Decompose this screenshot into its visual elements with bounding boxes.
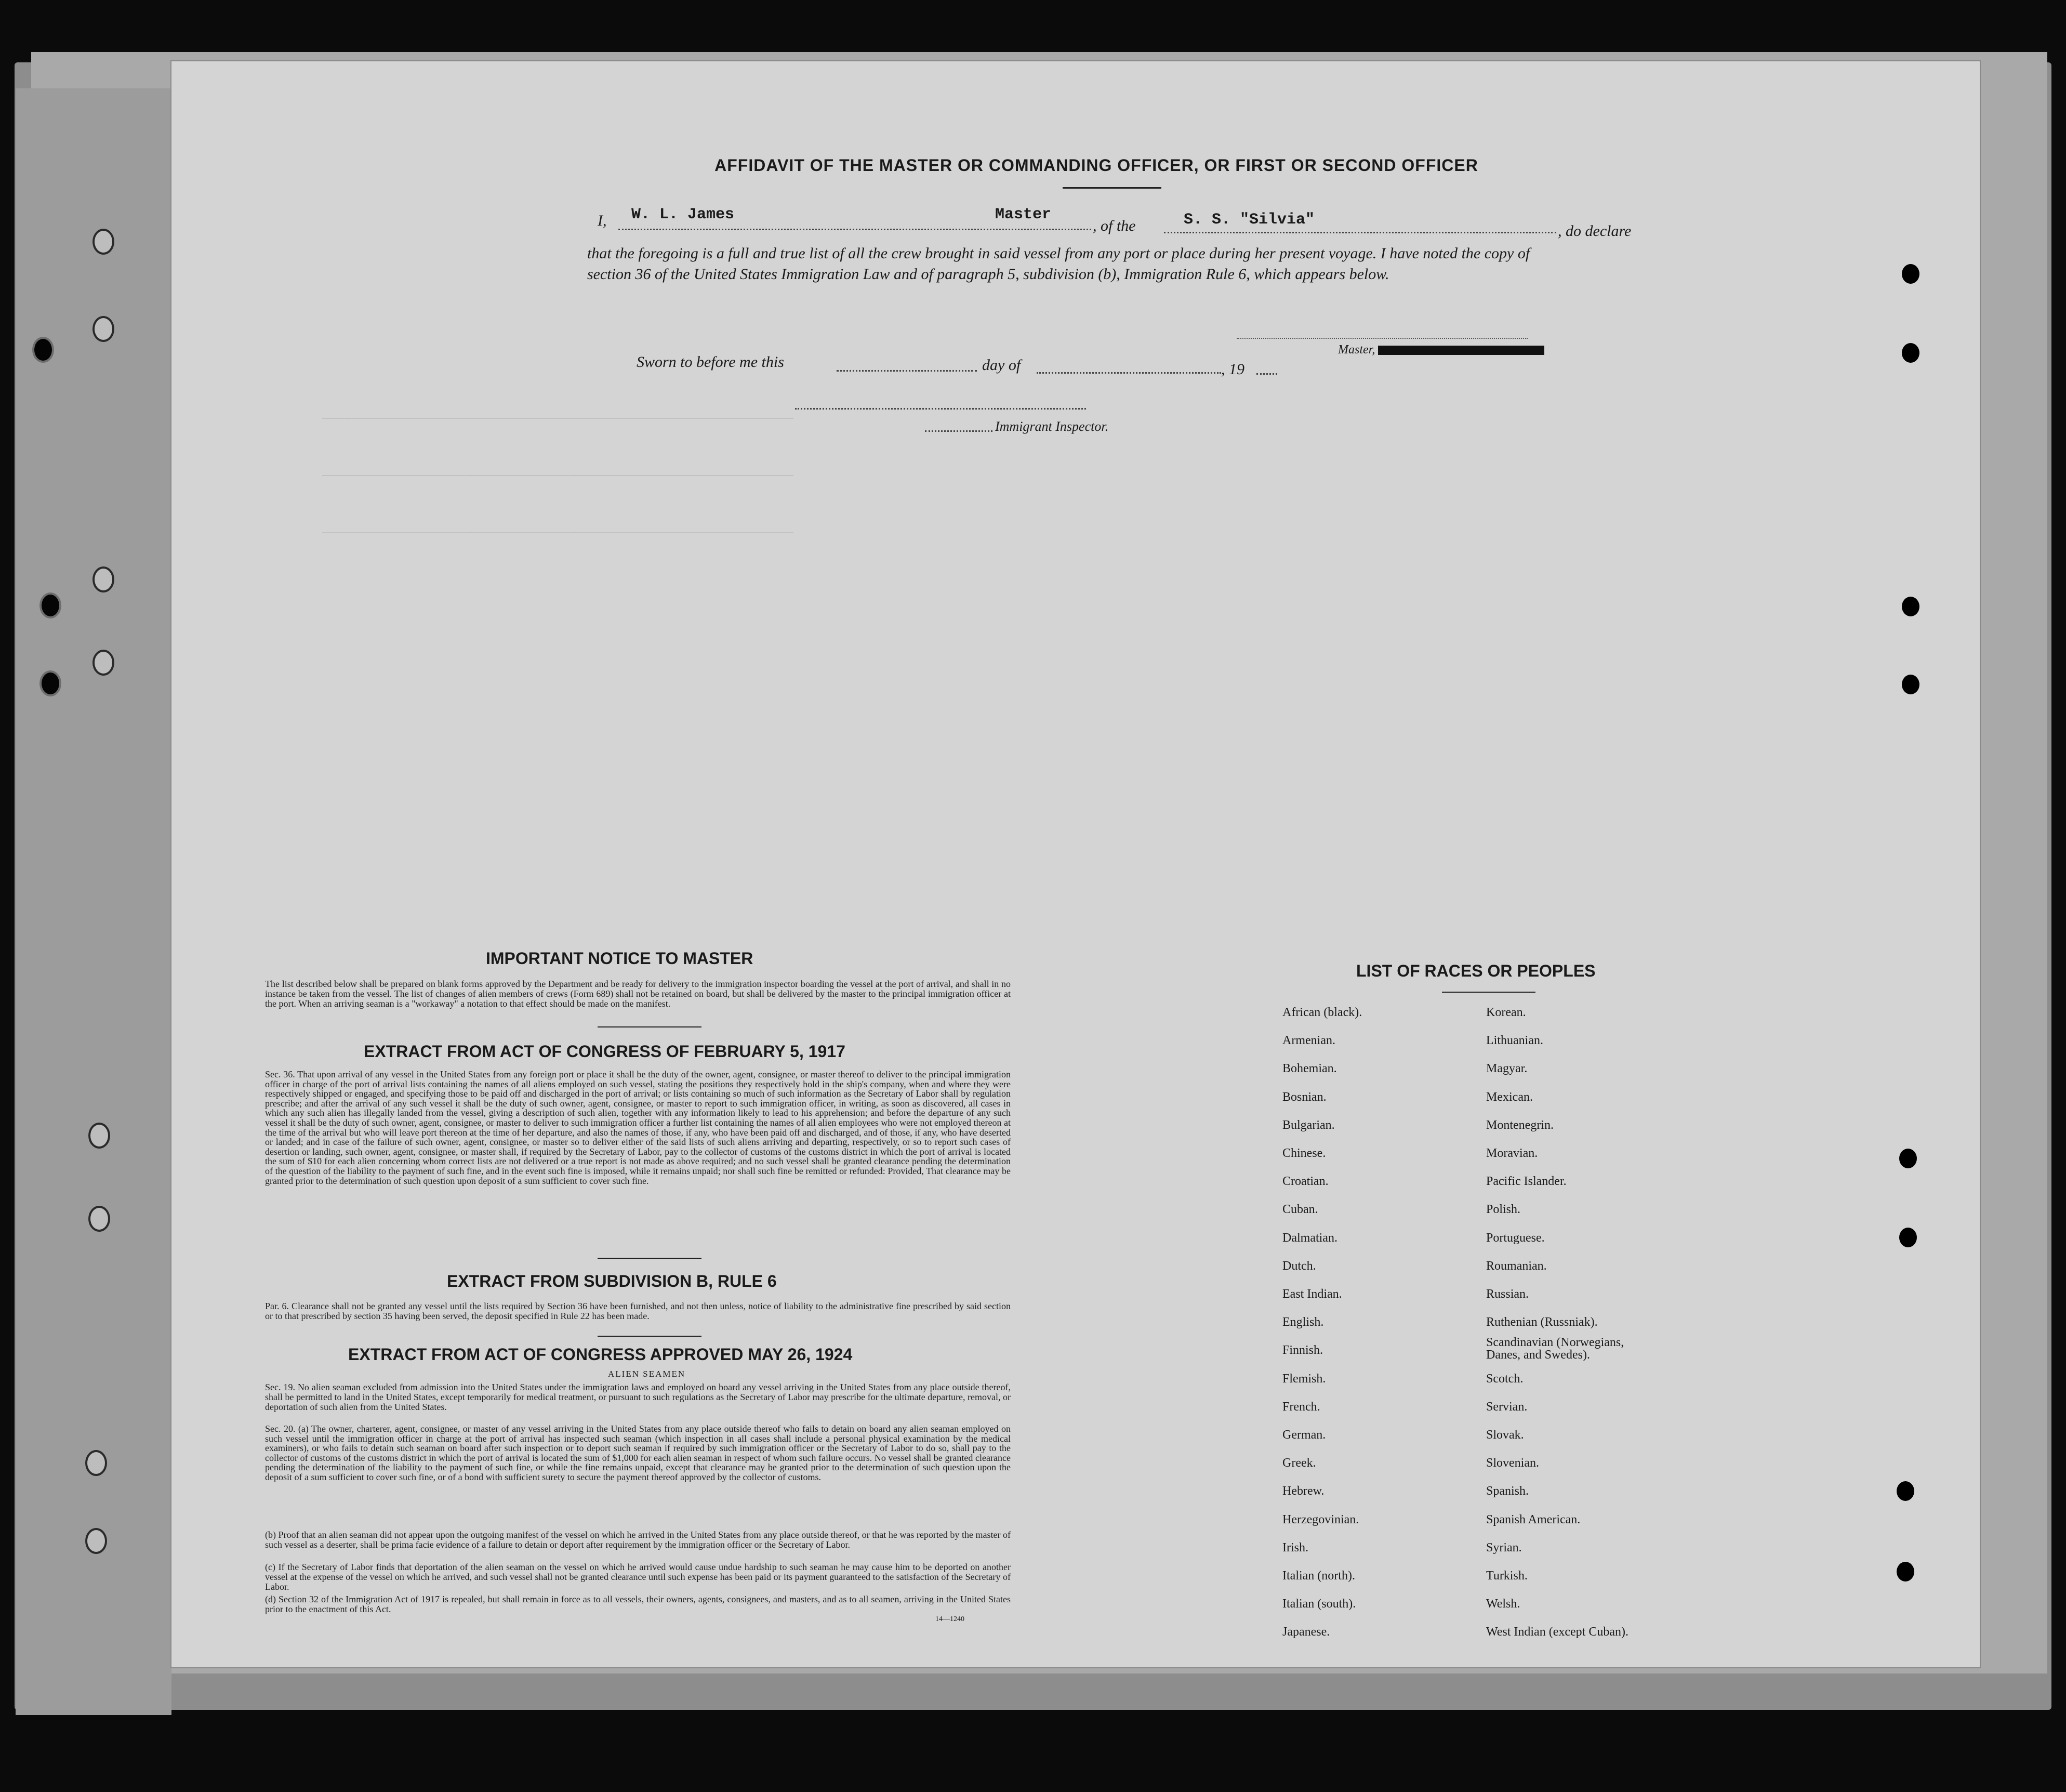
race-item: Spanish American.	[1486, 1512, 1581, 1526]
race-item: Slovak.	[1486, 1428, 1524, 1442]
extract-1924-title: EXTRACT FROM ACT OF CONGRESS APPROVED MAY 26, 1924	[348, 1345, 853, 1364]
race-item: Servian.	[1486, 1400, 1528, 1414]
section-rule	[598, 1336, 701, 1337]
section-rule	[598, 1026, 701, 1027]
race-item: Mexican.	[1486, 1090, 1533, 1104]
punch-hole-icon	[92, 650, 114, 676]
affidavit-heading: AFFIDAVIT OF THE MASTER OR COMMANDING OFFICER, OR FIRST OR SECOND OFFICER	[714, 156, 1478, 175]
race-item: African (black).	[1282, 1006, 1362, 1019]
race-item: Syrian.	[1486, 1540, 1522, 1554]
punch-hole-icon	[88, 1123, 110, 1149]
race-item: Russian.	[1486, 1287, 1529, 1301]
heading-rule	[1063, 187, 1161, 189]
race-item: Korean.	[1486, 1006, 1526, 1019]
officer-line	[618, 229, 1091, 230]
punch-hole-icon	[88, 1206, 110, 1232]
punch-hole-icon	[85, 1528, 107, 1554]
punch-hole-icon	[1902, 264, 1919, 284]
races-rule	[1442, 992, 1535, 993]
extract-1924-sec20b: (b) Proof that an alien seaman did not appear upon the outgoing manifest of the vessel on which he arrived in the United States from any place outside thereof, or that he was reported by the master of such vessel as a deserter, shall be prima facie evidence of a failure to detain or deport after requirement by the immigration officer or the Secretary of Labor.	[265, 1530, 1011, 1550]
extract-1917-title: EXTRACT FROM ACT OF CONGRESS OF FEBRUARY 5, 1917	[364, 1042, 845, 1061]
race-item: French.	[1282, 1400, 1320, 1414]
punch-hole-icon	[1897, 1562, 1914, 1582]
master-label: Master,	[1338, 343, 1375, 357]
race-item: Pacific Islander.	[1486, 1175, 1567, 1189]
punch-hole-icon	[1902, 675, 1919, 694]
month-line	[1037, 372, 1221, 374]
race-item: Turkish.	[1486, 1569, 1528, 1583]
vessel-name: S. S. "Silvia"	[1184, 211, 1315, 229]
punch-hole-icon	[1902, 343, 1919, 363]
race-item: Montenegrin.	[1486, 1118, 1554, 1132]
race-item: Portuguese.	[1486, 1231, 1545, 1245]
race-item: Finnish.	[1282, 1343, 1323, 1358]
form-number: 14—1240	[935, 1615, 964, 1623]
notice-title: IMPORTANT NOTICE TO MASTER	[486, 949, 753, 968]
affidavit-body: that the foregoing is a full and true list of all the crew brought in said vessel from any port or place during her present voyage. I have noted the copy of section 36 of the United States Immigration Law and of paragraph 5, subdivision (b), Immigration Rule 6, which appears below.	[587, 245, 1530, 283]
extract-rule6-body: Par. 6. Clearance shall not be granted any vessel until the lists required by Section 36 have been furnished, and not then unless, notice of liability to the administrative fine prescribed by said section or to that prescribed by section 35 having been served, the deposit specified in Rule 22 has been made.	[265, 1301, 1011, 1321]
races-title: LIST OF RACES OR PEOPLES	[1356, 961, 1596, 980]
race-item: Bosnian.	[1282, 1090, 1327, 1104]
extract-1924-sec20: Sec. 20. (a) The owner, charterer, agent, consignee, or master of any vessel arriving in the United States from any place outside thereof who fails to detain on board any alien seaman employed on such vessel until the immigration officer in charge at the port of arrival has inspected such seaman (which inspection in all cases shall include a personal physical examination by the medical examiners), or who fails to detain such seaman on board after such inspection or to deport such seaman if required by such immigration officer or the Secretary of Labor to do so, shall pay to the collector of customs of the customs district in which the port of arrival is located the sum of $1,000 for each alien seaman in respect of whom such failure occurs. No vessel shall be granted clearance pending the determination of the liability to the payment of such fine, or while the fine remains unpaid, except that clearance may be granted prior to the determination of such question upon the deposit of a sum sufficient to cover such fine, or of a bond with sufficient surety to secure the payment thereof approved by the collector of customs.	[265, 1424, 1011, 1482]
race-item: German.	[1282, 1428, 1326, 1442]
inspector-lead-line	[925, 430, 992, 432]
race-item: Ruthenian (Russniak).	[1486, 1315, 1598, 1329]
extract-1924-sec20c: (c) If the Secretary of Labor finds that deportation of the alien seaman on the vessel on which he arrived would cause undue hardship to such seaman he may cause him to be deported on another vessel at the expense of the vessel on which he arrived, and such vessel shall not be granted clearance until such expense has been paid or its payment guaranteed to the satisfaction of the Secretary of Labor.	[265, 1562, 1011, 1592]
race-item: Italian (south).	[1282, 1597, 1356, 1611]
race-item: Moravian.	[1486, 1147, 1538, 1160]
race-item: Italian (north).	[1282, 1569, 1355, 1583]
race-item: West Indian (except Cuban).	[1486, 1625, 1628, 1639]
race-item: Lithuanian.	[1486, 1034, 1543, 1048]
punch-hole-icon	[92, 566, 114, 592]
extract-rule6-title: EXTRACT FROM SUBDIVISION B, RULE 6	[447, 1272, 777, 1290]
vessel-line	[1164, 232, 1556, 233]
officer-rank: Master	[995, 206, 1052, 223]
punch-hole-icon	[32, 337, 54, 363]
race-item: Slovenian.	[1486, 1456, 1539, 1470]
officer-name: W. L. James	[631, 206, 735, 223]
punch-hole-icon	[1897, 1481, 1914, 1501]
race-item: Croatian.	[1282, 1175, 1329, 1189]
master-signature-label	[1338, 343, 1544, 357]
extract-1924-sec20d: (d) Section 32 of the Immigration Act of 1917 is repealed, but shall remain in force as to all vessels, their owners, agents, consignees, and masters, and as to all seamen, arriving in the United States prior to the enactment of this Act.	[265, 1594, 1011, 1614]
race-item: Magyar.	[1486, 1062, 1528, 1076]
race-item: Herzegovinian.	[1282, 1512, 1359, 1526]
punch-hole-icon	[1899, 1228, 1917, 1247]
punch-hole-icon	[92, 229, 114, 255]
inspector-label: Immigrant Inspector.	[995, 419, 1109, 434]
punch-hole-icon	[39, 670, 61, 696]
sworn-date-line	[837, 370, 977, 372]
year-label: , 19	[1221, 361, 1244, 378]
race-item: Bohemian.	[1282, 1062, 1337, 1076]
punch-hole-icon	[92, 316, 114, 342]
notice-body: The list described below shall be prepared on blank forms approved by the Department and be ready for delivery to the immigration inspector boarding the vessel at the port of arrival, and shall in no instance be taken from the vessel. The list of changes of alien members of crews (Form 689) shall not be retained on board, but shall be delivered by the master to the principal immigration officer at the port. When an arriving seaman is a "workaway" a notation to that effect should be made on the manifest.	[265, 979, 1011, 1009]
race-item: Polish.	[1486, 1203, 1521, 1217]
race-item: East Indian.	[1282, 1287, 1342, 1301]
year-line	[1256, 373, 1277, 375]
redacted-block	[1378, 346, 1544, 355]
race-item: Chinese.	[1282, 1147, 1326, 1160]
race-item: Scotch.	[1486, 1372, 1524, 1386]
punch-hole-icon	[1899, 1149, 1917, 1168]
sworn-label: Sworn to before me this	[637, 353, 784, 371]
race-item: Hebrew.	[1282, 1484, 1325, 1498]
section-rule	[598, 1258, 701, 1259]
race-item: Bulgarian.	[1282, 1118, 1335, 1132]
alien-seamen-subhead: ALIEN SEAMEN	[608, 1369, 686, 1379]
inspector-signature-line	[795, 408, 1086, 410]
race-item: Dutch.	[1282, 1259, 1316, 1273]
race-item: English.	[1282, 1315, 1324, 1329]
race-item: Roumanian.	[1486, 1259, 1547, 1273]
day-of-label: day of	[982, 357, 1021, 374]
race-item: Flemish.	[1282, 1372, 1326, 1386]
extract-1924-sec19: Sec. 19. No alien seaman excluded from admission into the United States under the immigration laws and employed on board any vessel arriving in the United States from any place outside thereof, shall be permitted to land in the United States, except temporarily for medical treatment, or pursuant to such regulations as the Secretary of Labor may prescribe for the ultimate departure, removal, or deportation of such alien from the United States.	[265, 1382, 1011, 1412]
master-signature-line	[1237, 338, 1528, 339]
race-item: Scandinavian (Norwegians, Danes, and Swedes).	[1486, 1336, 1624, 1362]
race-item: Cuban.	[1282, 1203, 1318, 1217]
of-the-label: , of the	[1093, 217, 1136, 234]
extract-1917-body: Sec. 36. That upon arrival of any vessel in the United States from any foreign port or place it shall be the duty of the owner, agent, consignee, or master thereof to deliver to the principal immigration officer in charge of the port of arrival lists containing the names of all aliens employed on such vessel, stating the positions they respectively hold in the ship's company, when and where they were respectively shipped or engaged, and specifying those to be paid off and discharged in the port of arrival; or lists containing so much of such information as the Secretary of Labor shall by regulation prescribe; and after the arrival of any such vessel it shall be the duty of such owner, agent, consignee, or master to report to such immigration officer, in writing, as soon as discovered, all cases in which any such alien has illegally landed from the vessel, giving a description of such alien, together with any information likely to lead to his apprehension; and before the departure of any such vessel it shall be the duty of such owner, agent, consignee, or master to deliver to such immigration officer a further list containing the names of all alien employees who were not employed thereon at the time of the arrival but who will leave port thereon at the time of her departure, and also the names of those, if any, who have been paid off and discharged, and of those, if any, who have deserted or landed; and in case of the failure of such owner, agent, consignee, or master so to deliver either of the said lists of such aliens arriving and departing, respectively, or so to report such cases of desertion or landing, such owner, agent, consignee, or master shall, if required by the Secretary of Labor, pay to the collector of customs of the customs district in which the port of arrival is located the sum of $10 for each alien concerning whom correct lists are not delivered or a true report is not made as above required; and no such vessel shall be granted clearance pending the determination of the question of the liability to the payment of such fine, and in the event such fine is imposed, while it remains unpaid; nor shall such fine be remitted or refunded: Provided, That clearance may be granted prior to the determination of such question upon deposit of a sum sufficient to cover such fine.	[265, 1069, 1011, 1186]
affidavit-i-label: I,	[598, 212, 607, 229]
race-item: Welsh.	[1486, 1597, 1520, 1611]
race-item: Irish.	[1282, 1540, 1308, 1554]
race-item: Japanese.	[1282, 1625, 1330, 1639]
race-item: Dalmatian.	[1282, 1231, 1337, 1245]
punch-hole-icon	[39, 592, 61, 618]
race-item: Armenian.	[1282, 1034, 1335, 1048]
race-item: Spanish.	[1486, 1484, 1529, 1498]
punch-hole-icon	[85, 1450, 107, 1476]
punch-hole-icon	[1902, 597, 1919, 616]
race-item: Greek.	[1282, 1456, 1316, 1470]
do-declare-label: , do declare	[1558, 222, 1632, 240]
